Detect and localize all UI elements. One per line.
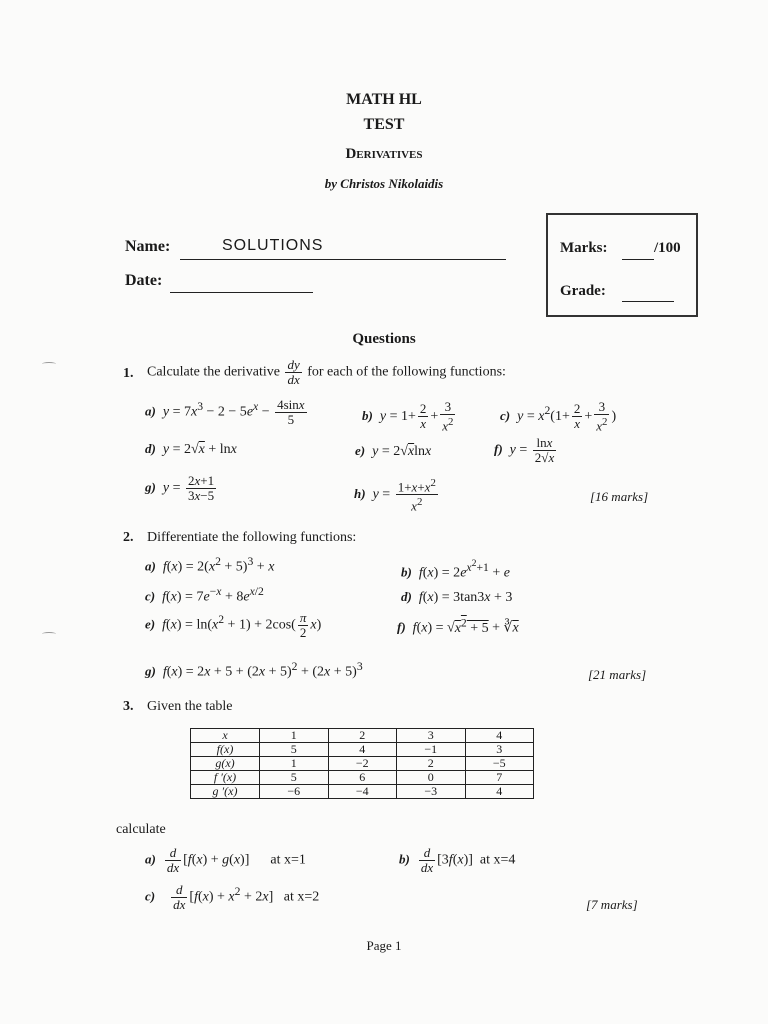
scan-mark: [42, 362, 56, 366]
q2-g: g) $f(x) = 2x + 5 + (2x + 5)^2 + (2x + 5)^3$: [145, 660, 363, 680]
table-cell: 5: [260, 743, 329, 757]
q2-text: Differentiate the following functions:: [147, 530, 357, 545]
table-cell: −6: [260, 785, 329, 799]
q2-b: b) $f(x) = 2e^{x^2+1} + e$: [401, 558, 510, 581]
q1-b: b) y = 1+ $\frac{2}{x}$ + $\frac{3}{x^2}$: [362, 399, 454, 434]
table-row-header: f ′(x): [191, 771, 260, 785]
marks-line[interactable]: [622, 258, 654, 260]
q1-text-after: for each of the following functions:: [307, 364, 506, 380]
table-cell: −4: [328, 785, 397, 799]
table-row-header: g ′(x): [191, 785, 260, 799]
q3-a-at: at x=1: [270, 852, 306, 868]
q3-marks: [7 marks]: [586, 897, 638, 912]
table-cell: 7: [465, 771, 534, 785]
table-cell: 1: [260, 757, 329, 771]
q1-e: e) y = 2√xlnx: [355, 443, 432, 459]
marks-total: /100: [654, 240, 681, 256]
dy: dy: [287, 357, 300, 372]
header-line-1: MATH HL: [346, 91, 422, 108]
dx: dx: [287, 372, 300, 387]
table-row: [191, 729, 534, 743]
q3-number: 3.: [123, 699, 134, 714]
q1-number: 1.: [123, 366, 134, 381]
q3-c-at: at x=2: [283, 889, 320, 905]
q2-e: e) $f(x) = \ln(x^2 + 1) + 2\cos$( $\frac{\pi}{2}$ x): [145, 610, 322, 640]
q1-prompt: [147, 358, 506, 387]
date-label: Date:: [125, 272, 163, 289]
marks-label: Marks:: [560, 240, 608, 256]
q3-a: a) $\frac{d}{dx}$ [f(x) + g(x)] at x=1: [145, 845, 306, 875]
q2-f: f) $f(x) = √x^2 + 5$ + $∛\overline{x}$: [397, 616, 519, 636]
q1-d: d) y = 2√x + lnx: [145, 441, 237, 457]
subject-title: Derivatives: [345, 146, 423, 162]
q2-c: c) $f(x) = 7e^{-x} + 8e^{x/2}$: [145, 585, 264, 605]
name-value: SOLUTIONS: [222, 237, 324, 254]
header-line-2: TEST: [363, 116, 405, 133]
q3-b: b) $\frac{d}{dx}$ [3f(x)] at x=4: [399, 845, 516, 875]
table-cell: 3: [397, 729, 466, 743]
grade-line[interactable]: [622, 300, 674, 302]
table-cell: −5: [465, 757, 534, 771]
table-row: [191, 785, 534, 799]
table-cell: 1: [260, 729, 329, 743]
table-cell: 4: [465, 785, 534, 799]
table-cell: 2: [397, 757, 466, 771]
q1-text-before: Calculate the derivative: [147, 364, 280, 380]
name-line[interactable]: [180, 258, 506, 260]
date-line[interactable]: [170, 291, 313, 293]
q2-d: d) f(x) = 3tan3x + 3: [401, 589, 513, 605]
q3-b-at: at x=4: [479, 852, 516, 868]
table-cell: 5: [260, 771, 329, 785]
q2-a: a) $f(x) = 2(x^2 + 5)^3 + x$: [145, 555, 275, 575]
q1-a: a) $y = 7x^3 - 2 - 5e^x$ − $\frac{4\sin x}{5}$: [145, 397, 305, 427]
table-row: [191, 757, 534, 771]
values-table: [190, 728, 534, 799]
table-cell: 6: [328, 771, 397, 785]
q2-marks: [21 marks]: [588, 667, 647, 682]
q1-f: f) y = $\frac{\ln x}{2√x}$: [494, 435, 555, 465]
table-cell: 2: [328, 729, 397, 743]
table-cell: −2: [328, 757, 397, 771]
grade-label: Grade:: [560, 283, 606, 299]
calculate-label: calculate: [116, 822, 166, 837]
table-cell: 4: [328, 743, 397, 757]
q3-c: c) $\frac{d}{dx}$ $[f(x) + x^2 + 2x]$ at x=2: [145, 882, 320, 912]
author: by Christos Nikolaidis: [324, 176, 444, 191]
q2-number: 2.: [123, 530, 134, 545]
marks-box: [546, 213, 698, 317]
table-row-header: x: [191, 729, 260, 743]
q1-h: h) y = $\frac{1+x+x^2}{x^2}$: [354, 477, 436, 514]
questions-title: Questions: [352, 331, 416, 347]
dy-dx-fraction: [285, 358, 301, 387]
table-row-header: f(x): [191, 743, 260, 757]
q1-g: g) y = $\frac{2x+1}{3x-5}$: [145, 473, 215, 503]
page-number: Page 1: [366, 938, 402, 953]
table-row-header: g(x): [191, 757, 260, 771]
q1-marks: [16 marks]: [590, 489, 649, 504]
scan-mark: [42, 632, 56, 636]
name-label: Name:: [125, 238, 171, 255]
table-row: [191, 743, 534, 757]
table-cell: 3: [465, 743, 534, 757]
table-row: [191, 771, 534, 785]
table-cell: −1: [397, 743, 466, 757]
q1-c: c) $y = x^2(1+$ $\frac{2}{x}$ + $\frac{3}{x^2}$ ): [500, 399, 617, 434]
table-cell: 0: [397, 771, 466, 785]
q3-text: Given the table: [147, 699, 233, 714]
table-cell: −3: [397, 785, 466, 799]
table-cell: 4: [465, 729, 534, 743]
